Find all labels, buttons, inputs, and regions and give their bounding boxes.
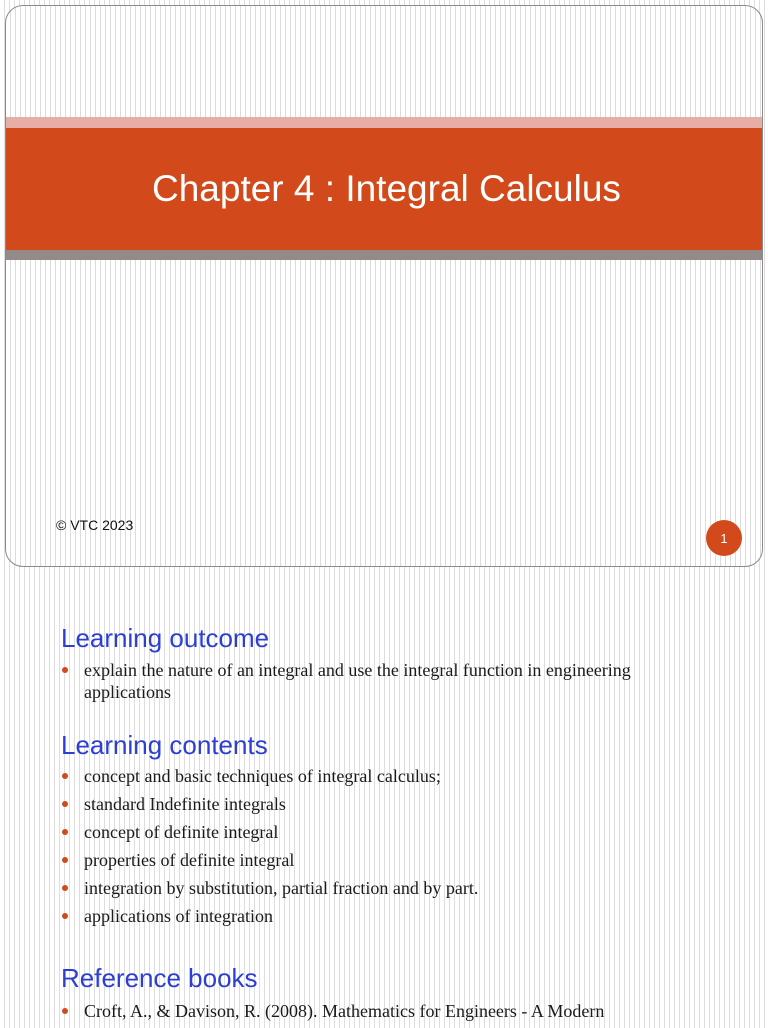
list-item (62, 765, 722, 787)
bullet-icon (62, 857, 68, 863)
list-item-text: concept of definite integral (84, 822, 279, 842)
bullet-icon (62, 885, 68, 891)
learning-contents-heading: Learning contents (61, 730, 268, 760)
copyright-footer: © VTC 2023 (56, 517, 134, 533)
reference-books-heading: Reference books (61, 963, 258, 993)
title-top-stripe (6, 117, 762, 128)
content-slide (0, 575, 768, 1024)
list-item (62, 821, 722, 843)
list-item-text: properties of definite integral (84, 850, 295, 870)
bullet-icon (62, 667, 68, 673)
title-bottom-stripe (6, 250, 762, 260)
title-slide (5, 5, 763, 567)
learning-outcome-heading: Learning outcome (61, 623, 270, 653)
list-item-text: applications of integration (84, 906, 273, 926)
bullet-icon (62, 773, 68, 779)
page-number-badge: 1 (706, 520, 742, 556)
list-item-text: concept and basic techniques of integral calculus; (84, 766, 441, 786)
bullet-icon (62, 801, 68, 807)
list-item (62, 793, 722, 815)
list-item-text: explain the nature of an integral and use the integral function in engineering applications (84, 660, 631, 702)
bullet-icon (62, 913, 68, 919)
slide-title: Chapter 4 : Integral Calculus (152, 168, 621, 209)
bullet-icon (62, 829, 68, 835)
list-item (62, 1000, 722, 1022)
list-item (62, 659, 722, 703)
list-item-text: standard Indefinite integrals (84, 794, 286, 814)
list-item (62, 905, 722, 927)
list-item (62, 877, 722, 899)
list-item-text: Croft, A., & Davison, R. (2008). Mathematics for Engineers - A Modern (84, 1001, 605, 1021)
learning-contents-list (62, 765, 722, 933)
list-item-text: integration by substitution, partial fraction and by part. (84, 878, 479, 898)
list-item (62, 849, 722, 871)
bullet-icon (62, 1008, 68, 1014)
learning-outcome-list (62, 659, 722, 709)
